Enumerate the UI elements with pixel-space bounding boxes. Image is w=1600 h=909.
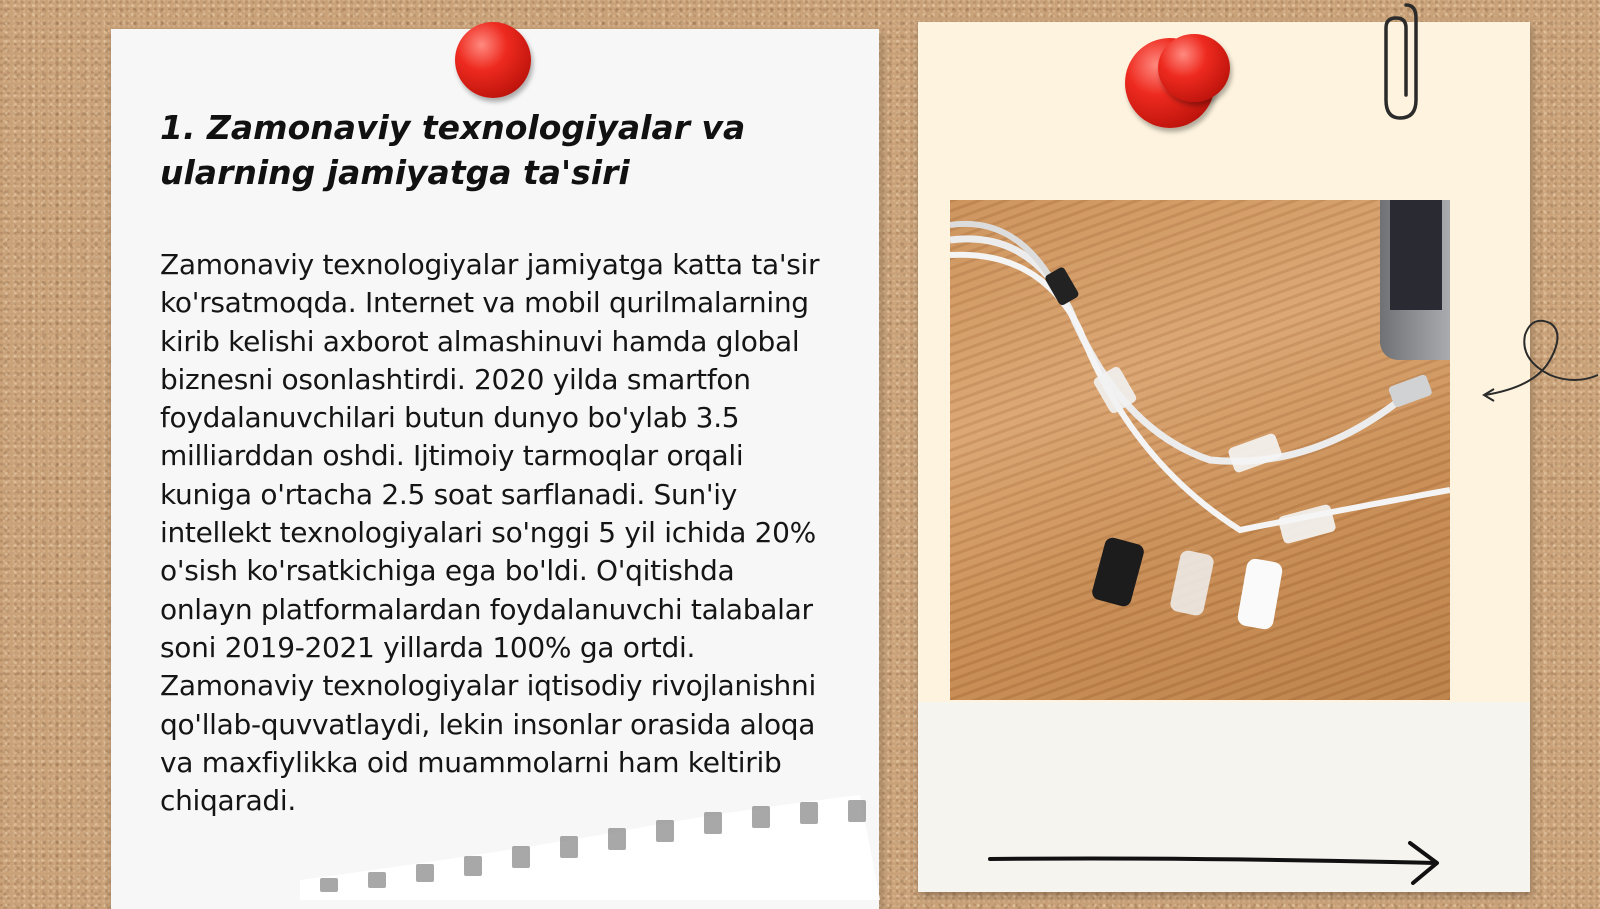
note-body-text: Zamonaviy texnologiyalar jamiyatga katta ta'sir ko'rsatmoqda. Internet va mobil qurilmalarning kirib kelishi axborot almashinuvi hamda global biznesni osonlashtirdi. 2020 yilda smartfon foydalanuvchilari butun dunyo bo'ylab 3.5 milliarddan oshdi. Ijtimoiy tarmoqlar orqali kuniga o'rtacha 2.5 soat sarflanadi. Sun'iy intellekt texnologiyalari so'nggi 5 yil ichida 20% o'sish ko'rsatkichiga ega bo'ldi. O'qitishda onlayn platformalardan foydalanuvchi talabalar soni 2019-2021 yillarda 100% ga ortdi. Zamonaviy texnologiyalar iqtisodiy rivojlanishni qo'llab-quvvatlaydi, lekin insonlar orasida aloqa va maxfiylikka oid muammolarni ham keltirib chiqaradi. xyxy=(160,248,820,818)
push-pin-icon xyxy=(455,22,531,98)
curly-arrow-icon xyxy=(1480,315,1600,405)
paperclip-icon xyxy=(1380,0,1420,125)
cable-clips-photo xyxy=(950,200,1450,700)
arrow-right-icon xyxy=(985,835,1445,885)
cables-illustration xyxy=(950,200,1450,700)
torn-paper-decoration xyxy=(300,790,880,900)
note-heading: 1. Zamonaviy texnologiyalar va ularning jamiyatga ta'siri xyxy=(160,108,746,192)
push-pin-icon xyxy=(1158,34,1230,102)
